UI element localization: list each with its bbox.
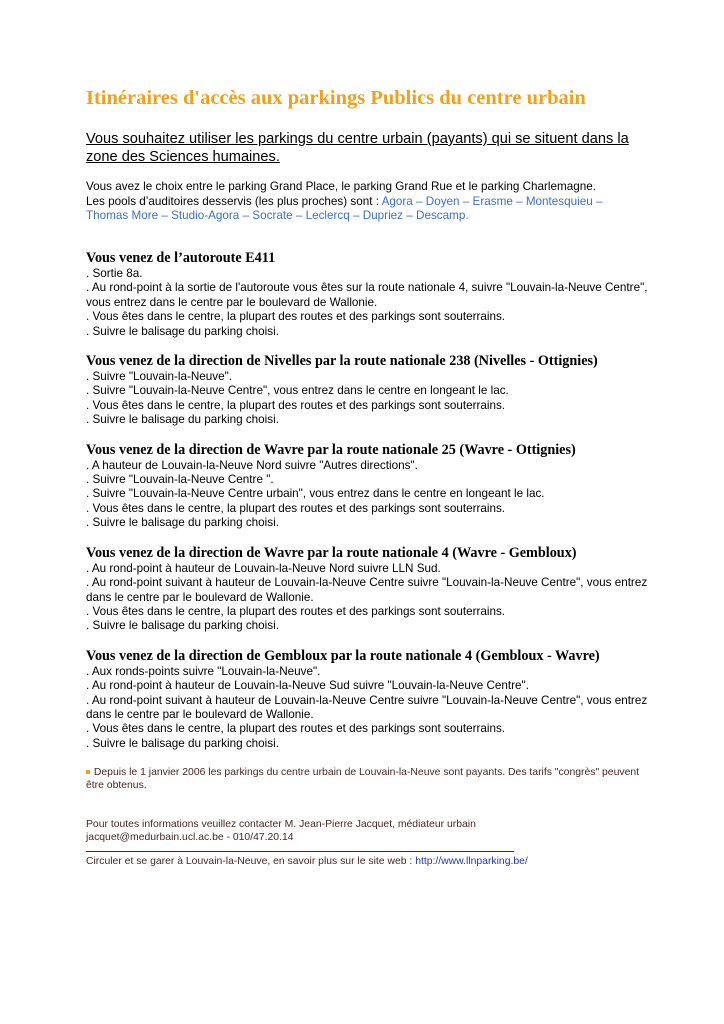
footer-divider bbox=[86, 851, 514, 852]
section-wavre-n25 bbox=[86, 442, 651, 531]
contact-info bbox=[86, 818, 606, 844]
page-title: Itinéraires d'accès aux parkings Publics du centre urbain bbox=[86, 87, 586, 109]
section-line: . Suivre "Louvain-la-Neuve Centre ". bbox=[86, 473, 274, 487]
section-heading: Vous venez de la direction de Gembloux par la route nationale 4 (Gembloux - Wavre) bbox=[86, 647, 600, 664]
section-heading: Vous venez de la direction de Nivelles par la route nationale 238 (Nivelles - Ottignies) bbox=[86, 353, 598, 370]
section-wavre-n4 bbox=[86, 545, 651, 634]
bullet-icon bbox=[86, 770, 90, 774]
section-gembloux-n4 bbox=[86, 648, 651, 751]
footer-text: Circuler et se garer à Louvain-la-Neuve, en savoir plus sur le site web : bbox=[86, 856, 416, 867]
section-line: . Suivre le balisage du parking choisi. bbox=[86, 413, 279, 427]
section-line: . Aux ronds-points suivre "Louvain-la-Neuve". bbox=[86, 664, 321, 678]
section-line: . Vous êtes dans le centre, la plupart des routes et des parkings sont souterrains. bbox=[86, 501, 506, 515]
footer bbox=[86, 855, 646, 868]
section-line: . Au rond-point suivant à hauteur de Louvain-la-Neuve Centre suivre "Louvain-la-Neuve Centre", vous entrez dans le centre par le boulevard de Wallonie. bbox=[86, 576, 648, 604]
section-line: . Sortie 8a. bbox=[86, 267, 143, 280]
section-line: . Suivre le balisage du parking choisi. bbox=[86, 324, 279, 338]
section-heading: Vous venez de l’autoroute E411 bbox=[86, 250, 276, 266]
contact-line: Pour toutes informations veuillez contacter M. Jean-Pierre Jacquet, médiateur urbain bbox=[86, 819, 476, 830]
section-line: . Suivre le balisage du parking choisi. bbox=[86, 516, 279, 530]
intro-line-parkings: Vous avez le choix entre le parking Grand Place, le parking Grand Rue et le parking Charlemagne. bbox=[86, 180, 596, 193]
intro-pools-label: Les pools d’auditoires desservis (les plus proches) sont : bbox=[86, 194, 382, 208]
contact-email-phone: jacquet@medurbain.ucl.ac.be - 010/47.20.14 bbox=[86, 832, 294, 844]
section-line: . Suivre "Louvain-la-Neuve Centre", vous entrez dans le centre en longeant le lac. bbox=[86, 384, 509, 398]
section-line: . Vous êtes dans le centre, la plupart des routes et des parkings sont souterrains. bbox=[86, 722, 506, 736]
section-line: . Au rond-point à hauteur de Louvain-la-Neuve Sud suivre "Louvain-la-Neuve Centre". bbox=[86, 679, 529, 693]
intro-pools-list: Agora – Doyen – Erasme – Montesquieu – Thomas More – Studio-Agora – Socrate – Leclercq – Dupriez – Descamp. bbox=[86, 194, 603, 222]
section-e411 bbox=[86, 250, 651, 339]
section-line: . Au rond-point à hauteur de Louvain-la-Neuve Nord suivre LLN Sud. bbox=[86, 561, 441, 575]
page-subtitle: Vous souhaitez utiliser les parkings du centre urbain (payants) qui se situent dans la zone des Sciences humaines. bbox=[86, 131, 629, 165]
section-nivelles bbox=[86, 353, 651, 428]
section-line: . Vous êtes dans le centre, la plupart des routes et des parkings sont souterrains. bbox=[86, 604, 506, 618]
section-line: . Au rond-point à la sortie de l'autoroute vous êtes sur la route nationale 4, suivre "Louvain-la-Neuve Centre", vous entrez dans le centre par le boulevard de Wallonie. bbox=[86, 281, 648, 309]
section-heading: Vous venez de la direction de Wavre par la route nationale 4 (Wavre - Gembloux) bbox=[86, 544, 577, 561]
section-line: . Au rond-point suivant à hauteur de Louvain-la-Neuve Centre suivre "Louvain-la-Neuve Centre", vous entrez dans le centre par le boulevard de Wallonie. bbox=[86, 693, 648, 721]
section-line: . Suivre "Louvain-la-Neuve Centre urbain", vous entrez dans le centre en longeant le lac. bbox=[86, 487, 545, 501]
payment-note bbox=[86, 766, 646, 793]
section-line: . Suivre le balisage du parking choisi. bbox=[86, 736, 279, 750]
website-link[interactable]: http://www.llnparking.be/ bbox=[415, 856, 528, 867]
payment-note-text: Depuis le 1 janvier 2006 les parkings du centre urbain de Louvain-la-Neuve sont payants. Des tarifs "congrès" peuvent être obtenus. bbox=[86, 767, 640, 792]
section-line: . Suivre le balisage du parking choisi. bbox=[86, 619, 279, 633]
section-line: . A hauteur de Louvain-la-Neuve Nord suivre "Autres directions". bbox=[86, 458, 418, 472]
itinerary-sections bbox=[86, 250, 651, 765]
section-line: . Vous êtes dans le centre, la plupart des routes et des parkings sont souterrains. bbox=[86, 310, 506, 324]
section-line: . Vous êtes dans le centre, la plupart des routes et des parkings sont souterrains. bbox=[86, 398, 506, 412]
section-line: . Suivre "Louvain-la-Neuve". bbox=[86, 370, 233, 384]
intro-paragraph bbox=[86, 180, 646, 224]
section-heading: Vous venez de la direction de Wavre par la route nationale 25 (Wavre - Ottignies) bbox=[86, 441, 576, 458]
